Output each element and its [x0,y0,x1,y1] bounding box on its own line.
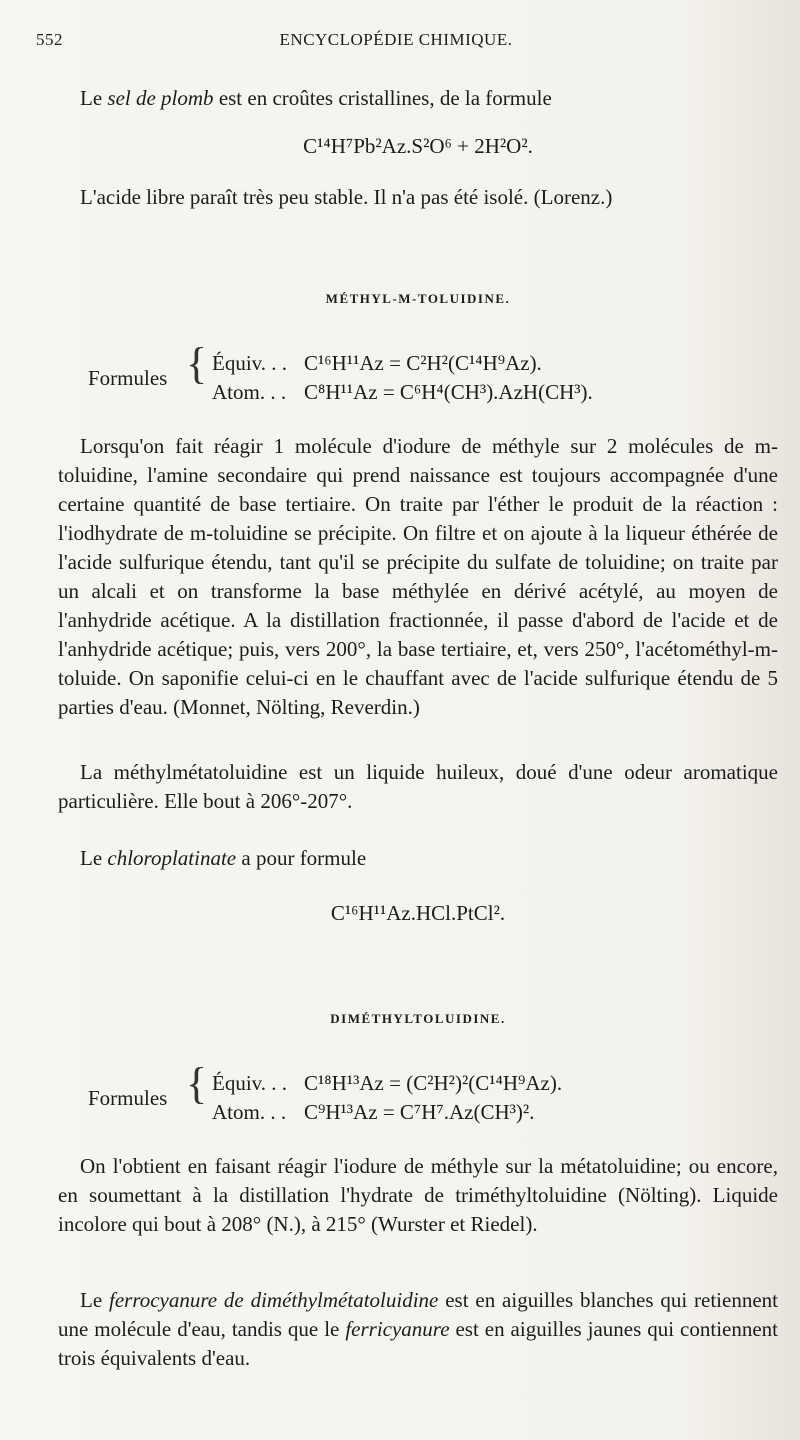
emphasis-text: chloroplatinate [107,846,237,870]
paragraph-obtention: On l'obtient en faisant réagir l'iodure de méthyle sur la métatoluidine; ou encore, en soumettant à la distillation l'hydrate de triméthyltoluidine (Nölting). Liquide incolore qui bout à 208° (N.), à 215° (Wurster et Riedel). [58,1154,778,1236]
formula-value: C⁹H¹³Az = C⁷H⁷.Az(CH³)². [304,1100,535,1124]
formula-row-equiv [212,1069,562,1098]
formula-value: C⁸H¹¹Az = C⁶H⁴(CH³).AzH(CH³). [304,380,593,404]
paragraph-free-acid: L'acide libre paraît très peu stable. Il n'a pas été isolé. (Lorenz.) [80,185,613,209]
paragraph-lead-salt [58,84,778,113]
page-number: 552 [36,30,63,49]
text-fragment: est en croûtes cristallines, de la formule [213,86,552,110]
paragraph-chloroplatinate [58,844,778,873]
formula-kind-label: Atom. . . [212,380,287,404]
page-header [36,30,756,54]
running-title: ENCYCLOPÉDIE CHIMIQUE. [279,30,513,49]
section-title-dimethyltoluidine: DIMÉTHYLTOLUIDINE. [330,1011,506,1026]
brace-glyph: { [186,1059,208,1108]
brace-glyph: { [186,339,208,388]
formula-row-equiv [212,349,542,378]
text-fragment: Le [80,86,108,110]
text-fragment: est en aiguilles jaunes qui contiennent trois équivalents d'eau. [58,1317,778,1370]
paragraph-properties: La méthylmétatoluidine est un liquide huileux, doué d'une odeur aromatique particulière. Elle bout à 206°-207°. [58,760,778,813]
formula-value: C¹⁶H¹¹Az = C²H²(C¹⁴H⁹Az). [304,351,542,375]
paragraph-preparation: Lorsqu'on fait réagir 1 molécule d'iodure de méthyle sur 2 molécules de m-toluidine, l'amine secondaire qui prend naissance est toujours accompagnée d'une certaine quantité de base tertiaire. On traite par l'éther le produit de la réaction : l'iodhydrate de m-toluidine se précipite. On filtre et on ajoute à la liqueur éthérée de l'acide sulfurique étendu, tant qu'il se précipite du sulfate de toluidine; on traite par un alcali et on transforme la base méthylée en dérivé acétylé, au moyen de l'anhydride acétique. A la distillation fractionnée, il passe d'abord de l'acide et de l'anhydride acétique; puis, vers 200°, la base tertiaire, et, vers 250°, l'acétométhyl-m-toluide. On saponifie celui-ci en le chauffant avec de l'acide sulfurique étendu de 5 parties d'eau. (Monnet, Nölting, Reverdin.) [58,434,778,719]
formula-kind-label: Équiv. . . [212,1071,288,1095]
formulas-label: Formules [88,1086,168,1110]
formula-kind-label: Atom. . . [212,1100,287,1124]
formula-kind-label: Équiv. . . [212,351,288,375]
formula-value: C¹⁸H¹³Az = (C²H²)²(C¹⁴H⁹Az). [304,1071,563,1095]
formula-row-atom [212,1098,534,1127]
text-fragment: a pour formule [236,846,367,870]
section-title-methyl-m-toluidine: MÉTHYL-M-TOLUIDINE. [325,291,511,306]
text-fragment: est en aiguilles blanches qui retiennent une molécule d'eau, tandis que le [58,1288,778,1341]
formula-row-atom [212,378,593,407]
emphasis-text: ferrocyanure de diméthylmétatoluidine [109,1288,439,1312]
emphasis-text: ferricyanure [345,1317,450,1341]
formulas-label: Formules [88,366,168,390]
formula-lead-salt: C¹⁴H⁷Pb²Az.S²O⁶ + 2H²O². [303,134,533,158]
text-fragment: Le [80,1288,109,1312]
emphasis-text: sel de plomb [107,86,214,110]
formula-chloroplatinate: C¹⁶H¹¹Az.HCl.PtCl². [330,901,506,925]
paragraph-ferrocyanide [58,1286,778,1373]
text-fragment: Le [80,846,108,870]
